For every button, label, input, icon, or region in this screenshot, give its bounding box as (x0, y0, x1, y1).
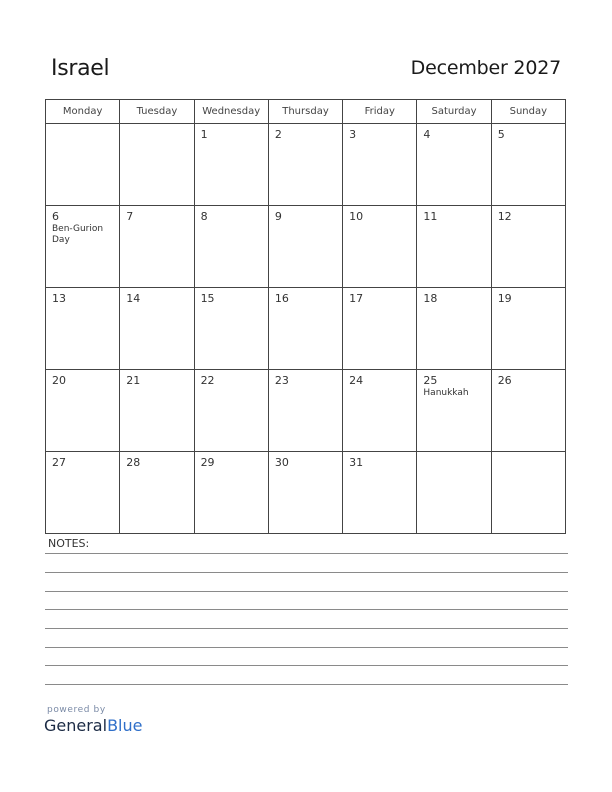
day-cell (194, 452, 268, 534)
day-number: 2 (274, 128, 282, 141)
notes-line (45, 647, 568, 648)
notes-line (45, 628, 568, 629)
day-cell (194, 370, 268, 452)
day-number: 4 (423, 128, 431, 141)
day-cell (417, 206, 491, 288)
day-number: 16 (274, 292, 289, 305)
day-number: 5 (497, 128, 505, 141)
day-cell (46, 288, 120, 370)
weekday-header: Thursday (268, 100, 342, 124)
day-number: 28 (126, 456, 141, 469)
day-number: 14 (126, 292, 141, 305)
day-number: 3 (349, 128, 357, 141)
day-cell (268, 370, 342, 452)
day-cell (268, 206, 342, 288)
day-number: 30 (274, 456, 289, 469)
day-cell (120, 452, 194, 534)
day-cell (491, 288, 565, 370)
day-number: 7 (126, 210, 134, 223)
day-number: 22 (200, 374, 215, 387)
day-cell (343, 452, 417, 534)
day-number: 12 (497, 210, 512, 223)
day-number: 21 (126, 374, 141, 387)
month-year-title: December 2027 (410, 57, 561, 79)
weekday-header: Saturday (417, 100, 491, 124)
day-number: 19 (497, 292, 512, 305)
day-cell (268, 452, 342, 534)
day-cell (491, 124, 565, 206)
day-number: 20 (52, 374, 66, 387)
powered-by-text: powered by (47, 705, 106, 715)
day-number: 1 (200, 128, 208, 141)
weekday-header: Tuesday (120, 100, 194, 124)
day-cell (46, 452, 120, 534)
day-number: 11 (423, 210, 438, 223)
country-title: Israel (51, 56, 110, 81)
day-number: 6 (52, 210, 59, 223)
notes-line (45, 609, 568, 610)
day-cell (194, 124, 268, 206)
weekday-header: Wednesday (194, 100, 268, 124)
day-cell (46, 124, 120, 206)
holiday-label: Hanukkah (423, 388, 469, 398)
day-cell (417, 370, 491, 452)
day-cell (417, 452, 491, 534)
weekday-header: Friday (343, 100, 417, 124)
day-number: 17 (349, 292, 364, 305)
day-number: 18 (423, 292, 438, 305)
brand-logo (44, 716, 142, 735)
brand-general: General (44, 716, 108, 735)
day-cell (491, 452, 565, 534)
holiday-label: Ben-Gurion Day (52, 224, 104, 245)
day-cell (120, 206, 194, 288)
week-row (46, 124, 566, 206)
weekday-header: Monday (46, 100, 120, 124)
weekday-header-row (46, 100, 566, 124)
day-cell (194, 288, 268, 370)
week-row (46, 206, 566, 288)
day-cell (491, 206, 565, 288)
day-number: 9 (274, 210, 282, 223)
calendar-grid (45, 99, 566, 534)
day-cell (268, 124, 342, 206)
notes-line (45, 591, 568, 592)
day-cell (194, 206, 268, 288)
day-cell (46, 370, 120, 452)
day-cell (120, 124, 194, 206)
notes-line (45, 553, 568, 554)
day-number: 24 (349, 374, 364, 387)
week-row (46, 370, 566, 452)
day-cell (417, 288, 491, 370)
notes-line (45, 665, 568, 666)
day-number: 15 (200, 292, 215, 305)
notes-label: NOTES: (48, 537, 90, 550)
day-cell (417, 124, 491, 206)
brand-blue: Blue (107, 716, 143, 735)
day-number: 29 (200, 456, 215, 469)
day-cell (46, 206, 120, 288)
day-cell (343, 206, 417, 288)
day-number: 25 (423, 374, 438, 387)
day-number: 10 (349, 210, 364, 223)
week-row (46, 452, 566, 534)
notes-line (45, 684, 568, 685)
day-number: 27 (52, 456, 66, 469)
weekday-header: Sunday (491, 100, 565, 124)
day-number: 31 (349, 456, 364, 469)
week-row (46, 288, 566, 370)
day-cell (343, 288, 417, 370)
day-cell (343, 124, 417, 206)
day-number: 23 (274, 374, 289, 387)
notes-line (45, 572, 568, 573)
day-cell (120, 288, 194, 370)
day-cell (491, 370, 565, 452)
day-number: 26 (497, 374, 512, 387)
day-number: 8 (200, 210, 208, 223)
day-cell (268, 288, 342, 370)
day-cell (120, 370, 194, 452)
day-number: 13 (52, 292, 66, 305)
day-cell (343, 370, 417, 452)
